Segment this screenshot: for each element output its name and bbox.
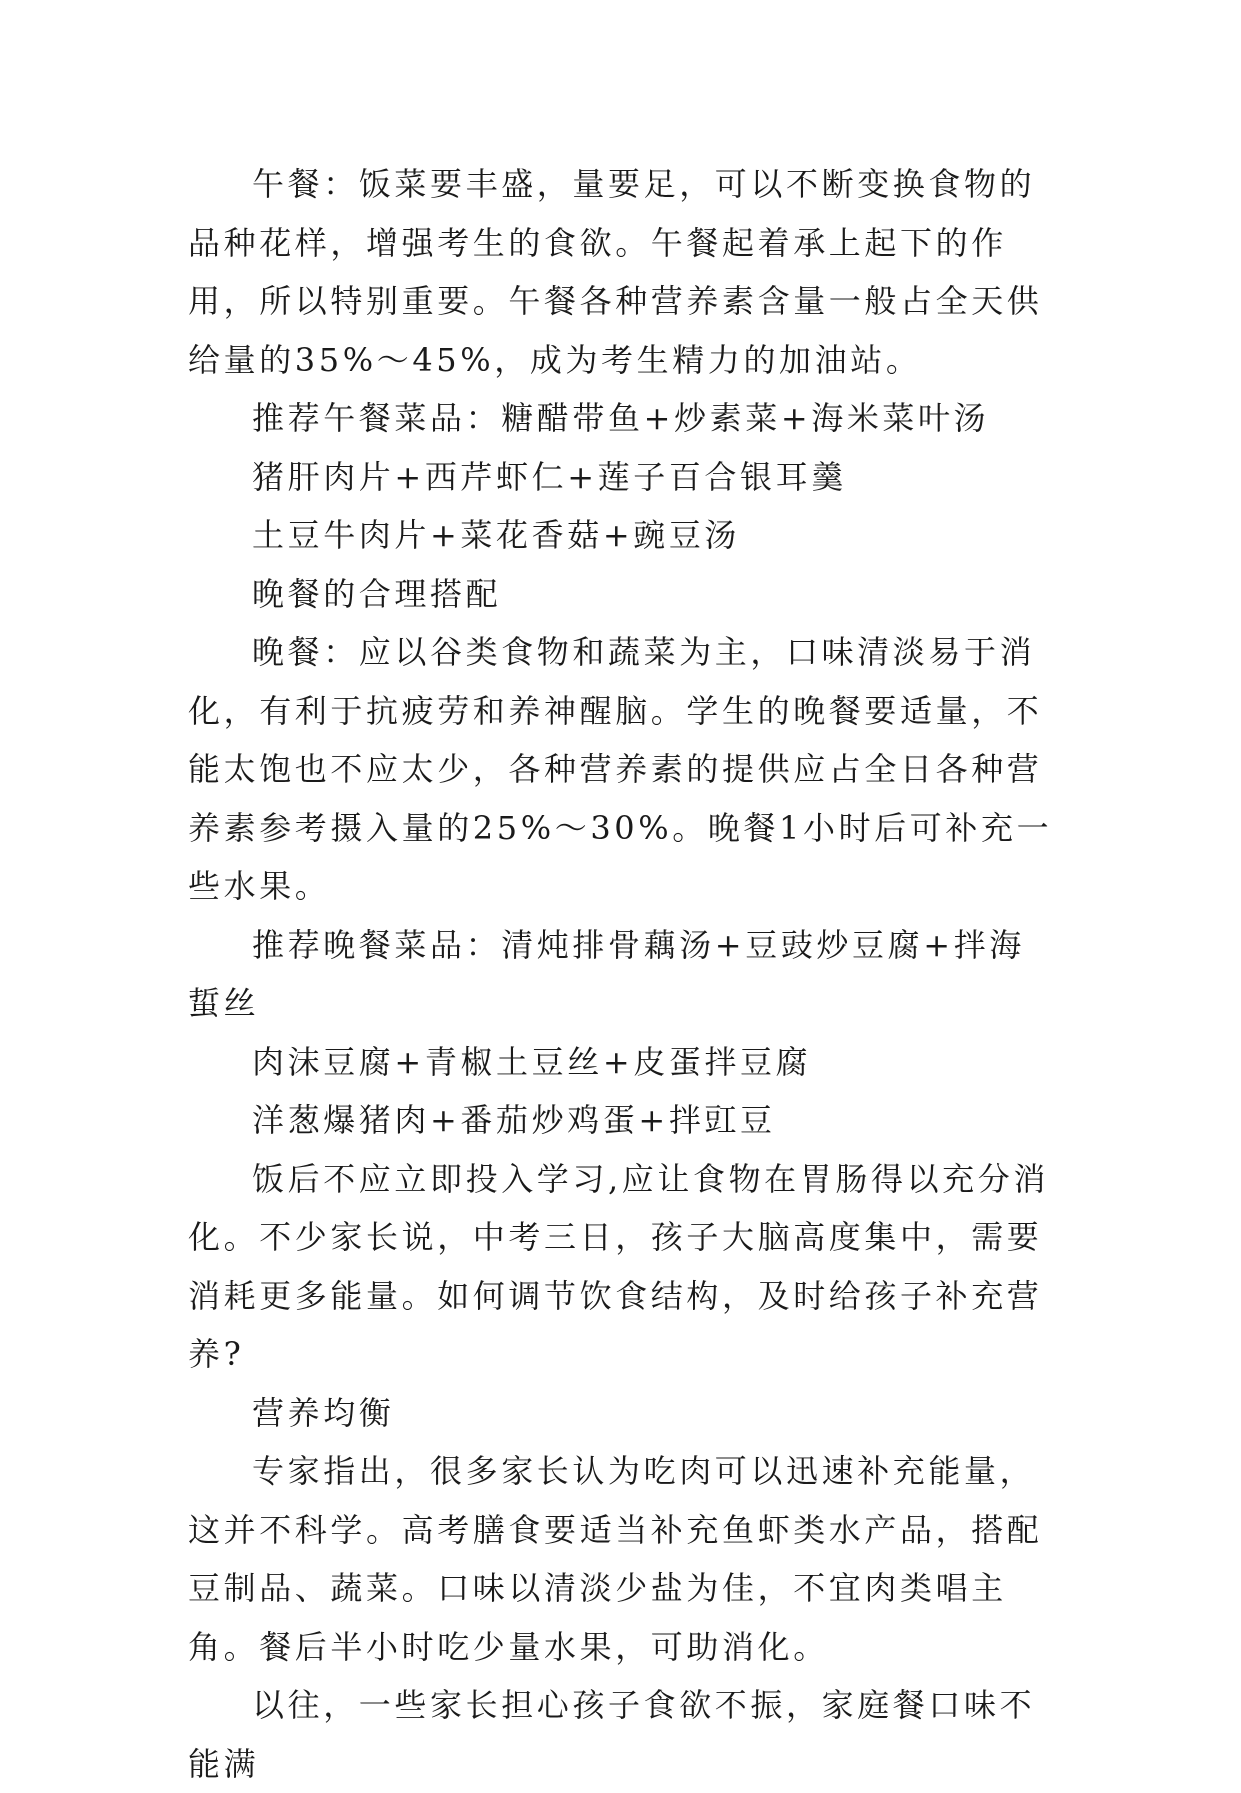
- paragraph-lunch-menu-2: 猪肝肉片+西芹虾仁+莲子百合银耳羹: [252, 457, 847, 496]
- paragraph-expert-advice: 专家指出，很多家长认为吃肉可以迅速补充能量，这并不科学。高考膳食要适当补充鱼虾类水产品，搭配豆制品、蔬菜。口味以清淡少盐为佳，不宜肉类唱主角。餐后半小时吃少量水果，可助消化。: [188, 1452, 1043, 1666]
- section-heading-dinner: 晚餐的合理搭配: [252, 574, 502, 613]
- paragraph-dinner-menu-3: 洋葱爆猪肉+番茄炒鸡蛋+拌豇豆: [252, 1101, 776, 1139]
- paragraph-dinner-menu-2: 肉沫豆腐+青椒土豆丝+皮蛋拌豆腐: [252, 1042, 812, 1081]
- paragraph-after-meal: 饭后不应立即投入学习,应让食物在胃肠得以充分消化。不少家长说，中考三日，孩子大脑高度集中，需要消耗更多能量。如何调节饮食结构，及时给孩子补充营养?: [188, 1159, 1049, 1373]
- paragraph-past-concerns: 以往，一些家长担心孩子食欲不振，家庭餐口味不能满: [188, 1686, 1036, 1783]
- paragraph-lunch-menu-3: 土豆牛肉片+菜花香菇+豌豆汤: [252, 516, 741, 554]
- paragraph-lunch-intro: 午餐：饭菜要丰盛，量要足，可以不断变换食物的品种花样，增强考生的食欲。午餐起着承上起下的作用，所以特别重要。午餐各种营养素含量一般占全天供给量的35%～45%，成为考生精力的加油站。: [188, 165, 1043, 379]
- paragraph-dinner-intro: 晚餐：应以谷类食物和蔬菜为主，口味清淡易于消化，有利于抗疲劳和养神醒脑。学生的晚餐要适量，不能太饱也不应太少，各种营养素的提供应占全日各种营养素参考摄入量的25%～30%。晚餐1小时后可补充一些水果。: [188, 633, 1053, 905]
- paragraph-lunch-menu-1: 推荐午餐菜品：糖醋带鱼+炒素菜+海米菜叶汤: [252, 399, 990, 437]
- paragraph-dinner-menu-1: 推荐晚餐菜品：清炖排骨藕汤+豆豉炒豆腐+拌海蜇丝: [188, 925, 1025, 1022]
- document-body: [188, 155, 1058, 1793]
- section-heading-balance: 营养均衡: [252, 1393, 395, 1432]
